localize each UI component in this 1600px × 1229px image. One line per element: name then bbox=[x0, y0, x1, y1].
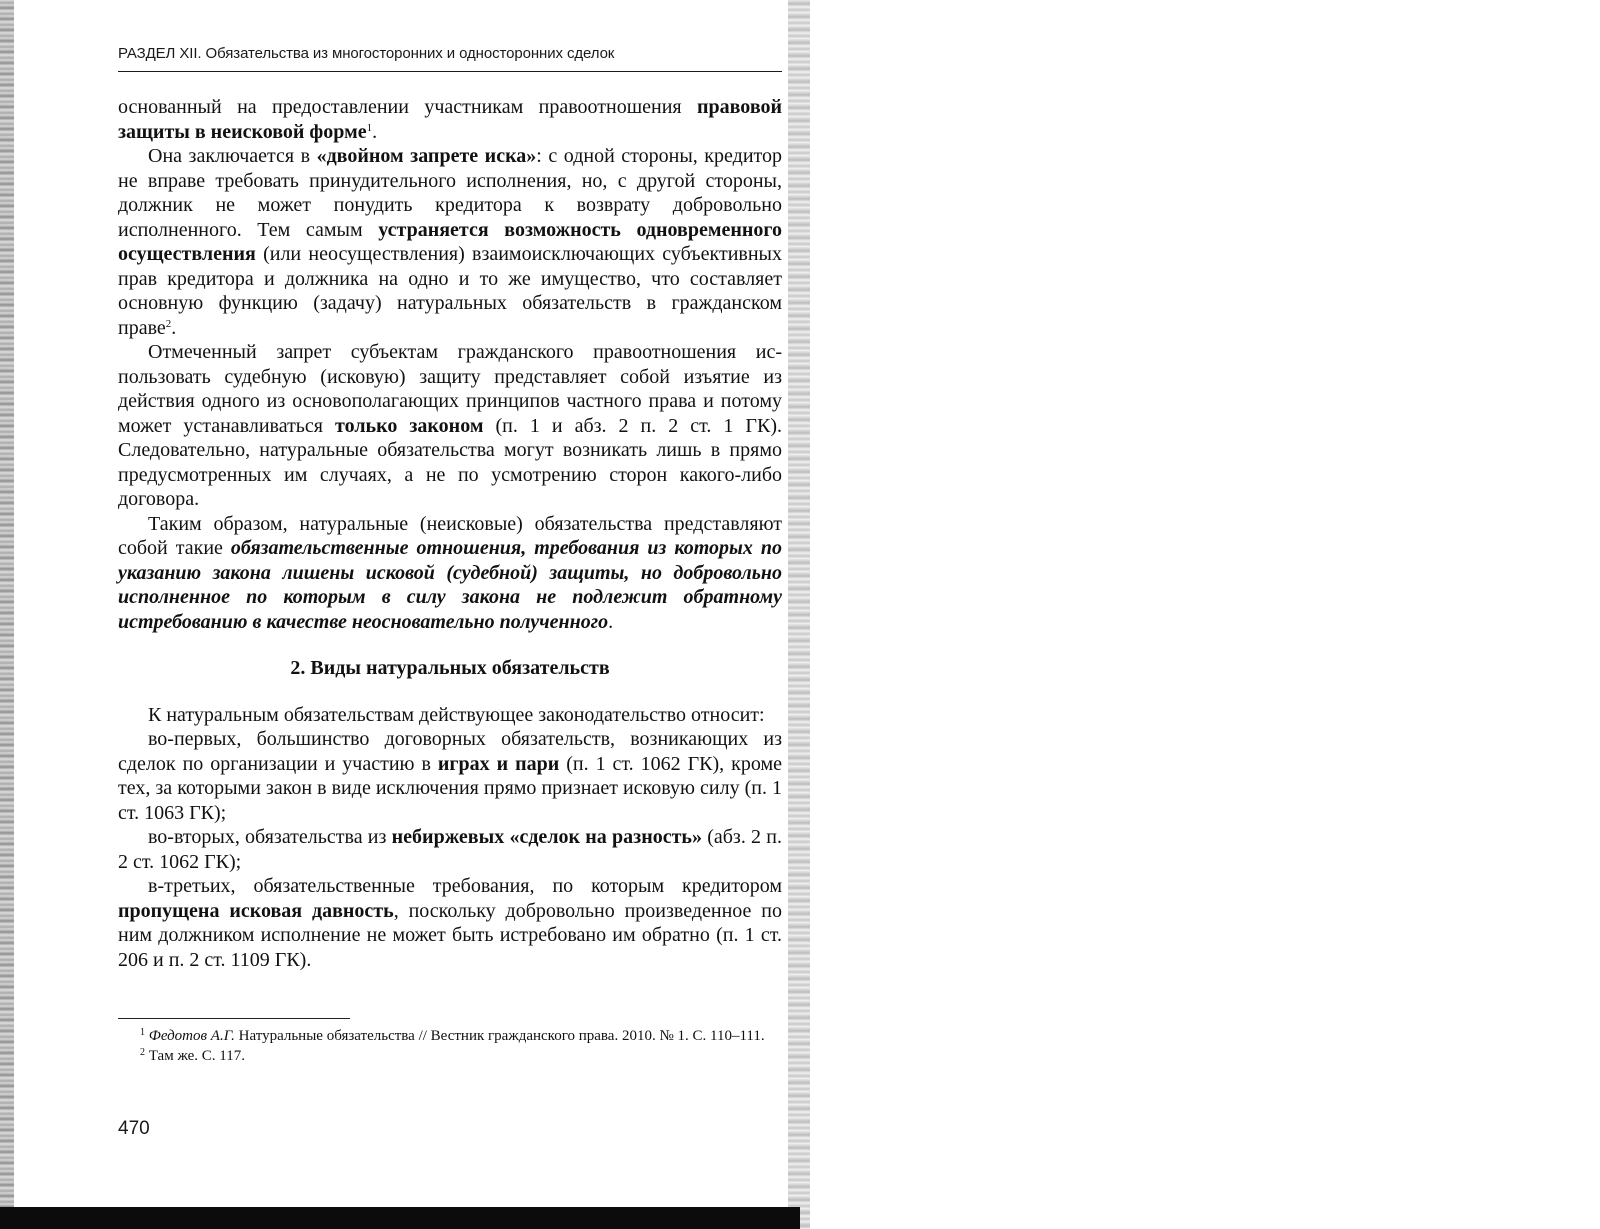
bold-phrase: устраняется возможность одновременного осуществления bbox=[118, 218, 782, 265]
book-page bbox=[22, 0, 786, 1207]
bold-phrase: пропущена исковая давность bbox=[118, 899, 394, 922]
section-title: 2. Виды натуральных обязательств bbox=[290, 657, 610, 679]
footnote-rule bbox=[118, 1018, 350, 1019]
footnote-author: Федотов А.Г. bbox=[148, 1028, 235, 1044]
footnote-ref-1: 1 bbox=[366, 121, 373, 134]
footnote-marker: 1 bbox=[140, 1027, 145, 1038]
paragraph-5: К натуральным обязательствам действующее законодательство относит: bbox=[148, 703, 765, 726]
paragraph-2: Она заключается в «двойном запрете иска»: с одной стороны, кредитор не вправе требовать принудительного исполнения, но, с другой стороны, должник не может понудить кредитора к возврату добровольно исполненного. Тем самым устраняется возможность одновременного осуществления (или неосуществления) взаимоисключающих субъективных прав кредитора и должника на одно и то же имущество, что составляет основную функцию (задачу) натуральных обязательств в гражданском праве$^2$. bbox=[118, 145, 782, 339]
footnote-marker: 2 bbox=[140, 1047, 145, 1058]
paragraph-8: в-третьих, обязательственные требования, по которым кредитором пропущена исковая давность, поскольку добровольно произведенное по ним должником исполнение не может быть истребовано им обратно (п. 1 ст. 206 и п. 2 ст. 1109 ГК). bbox=[118, 875, 782, 971]
footnote-2 bbox=[118, 1046, 782, 1066]
footnote-ref-2: 2 bbox=[165, 317, 172, 330]
body-text bbox=[118, 95, 782, 972]
page-number: 470 bbox=[118, 1118, 150, 1139]
footnote-text: Натуральные обязательства // Вестник гражданского права. 2010. № 1. С. 110–111. bbox=[234, 1028, 765, 1044]
bold-italic-definition: обязательственные отношения, требования из которых по указанию закона лишены исковой (судебной) защиты, но добровольно исполненное по которым в силу закона не подлежит обратному истребованию в качестве неосновательно полученного bbox=[118, 537, 782, 633]
footnotes bbox=[118, 1026, 782, 1066]
bold-phrase: играх и пари bbox=[437, 752, 560, 775]
bold-phrase: небиржевых «сделок на разность» bbox=[391, 826, 702, 848]
footnote-text: Там же. С. 117. bbox=[145, 1048, 245, 1064]
footnote-1 bbox=[118, 1026, 782, 1046]
paragraph-1: основанный на предоставлении участникам правоотношения правовой защиты в неисковой форме$^1$. bbox=[118, 96, 782, 143]
paragraph-4-definition: Таким образом, натуральные (неисковые) обязательства представляют собой такие обязательственные отношения, требования из которых по указанию закона лишены исковой (судебной) защиты, но добровольно исполненное по которым в силу закона не подлежит обратному истребованию в качестве неосновательно полученного. bbox=[118, 512, 782, 633]
paragraph-7: во-вторых, обязательства из небиржевых «сделок на разность» (абз. 2 п. 2 ст. 1062 ГК); bbox=[118, 826, 782, 873]
running-head: РАЗДЕЛ XII. Обязательства из многосторонних и односторонних сделок bbox=[118, 45, 615, 62]
scan-edge-left bbox=[0, 0, 14, 1229]
scan-edge-right bbox=[788, 0, 810, 1229]
running-head-rule bbox=[118, 71, 782, 72]
bold-phrase: «двойном запрете иска» bbox=[316, 145, 537, 167]
bold-phrase: правовой защиты в неисковой форме bbox=[118, 96, 782, 143]
paragraph-6: во-первых, большинство договорных обязательств, возникающих из сделок по организации и участию в играх и пари (п. 1 ст. 1062 ГК), кроме тех, за которыми закон в виде исключения прямо признает исковую силу (п. 1 ст. 1063 ГК); bbox=[118, 728, 783, 824]
paragraph-3: Отмеченный запрет субъектам гражданского правоотношения использовать судебную (исковую) защиту представляет собой изъятие из действия одного из основополагающих принципов частного права и потому может устанавливаться только законом (п. 1 и абз. 2 п. 2 ст. 1 ГК). Следовательно, натуральные обязательства могут возникать лишь в прямо предусмотренных им случаях, а не по усмотрению сторон какого-либо договора. bbox=[118, 341, 782, 510]
bold-phrase: только законом bbox=[335, 414, 484, 437]
scan-bottom-shadow bbox=[0, 1207, 800, 1229]
